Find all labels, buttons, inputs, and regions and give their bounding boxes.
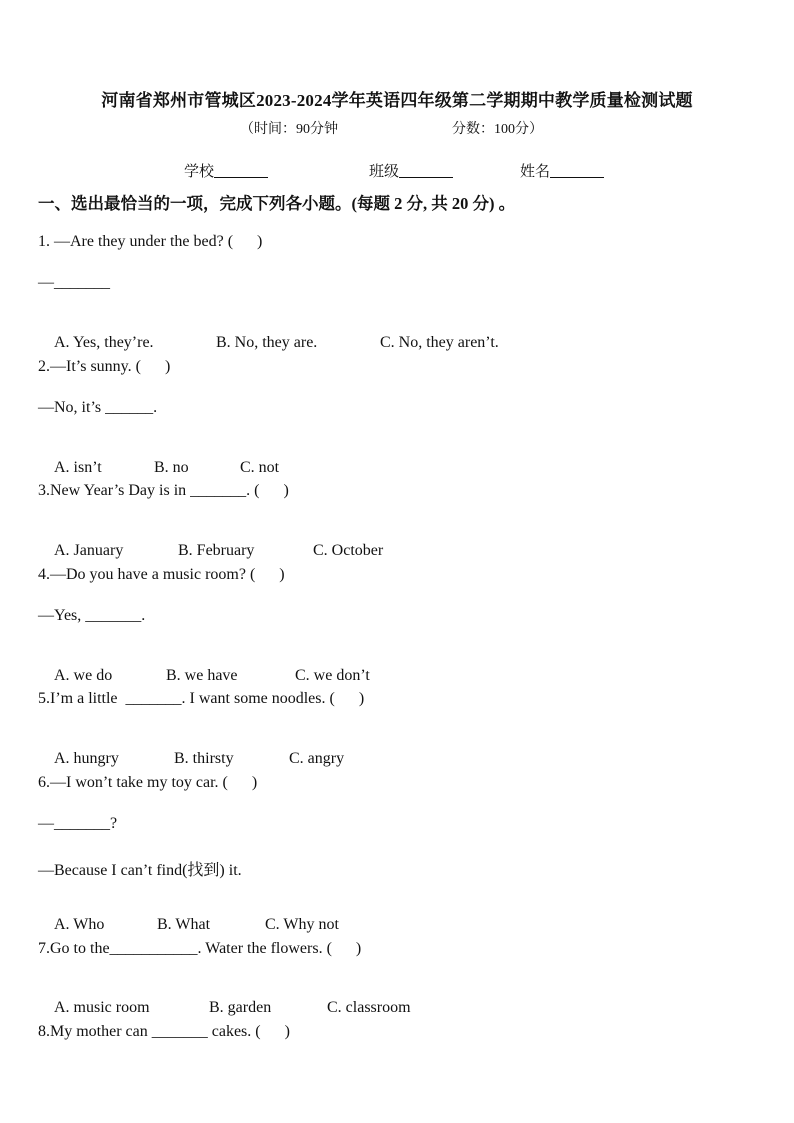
exam-score: 分数：100分） xyxy=(452,122,543,137)
question-5-option-a: A. hungry xyxy=(54,750,119,767)
school-label: 学校 xyxy=(184,164,215,180)
question-6-response-line: —Because I can’t find(找到) it. xyxy=(38,862,242,879)
question-6-option-b: B. What xyxy=(157,916,211,933)
class-label: 班级 xyxy=(369,164,400,180)
exam-time: （时间：90分钟 xyxy=(240,122,338,137)
school-field xyxy=(184,160,268,181)
page-title: 河南省郑州市管城区2023-2024学年英语四年级第二学期期中教学质量检测试题 xyxy=(101,91,693,110)
question-7-stem: 7.Go to the___________. Water the flowers. ( ) xyxy=(38,940,362,957)
question-3-option-a: A. January xyxy=(54,542,124,559)
question-4-option-b: B. we have xyxy=(166,667,238,684)
question-3-option-b: B. February xyxy=(178,542,255,559)
class-field xyxy=(369,160,453,181)
question-6-answer-line: —_______? xyxy=(38,815,118,832)
question-1-answer-line: —_______ xyxy=(38,274,110,291)
question-2-option-a: A. isn’t xyxy=(54,459,102,476)
question-1-option-c: C. No, they aren’t. xyxy=(380,334,499,351)
question-1-option-b: B. No, they are. xyxy=(216,334,318,351)
question-8-stem: 8.My mother can _______ cakes. ( ) xyxy=(38,1023,290,1040)
question-3-option-c: C. October xyxy=(313,542,384,559)
question-5-option-b: B. thirsty xyxy=(174,750,234,767)
question-6-stem: 6.—I won’t take my toy car. ( ) xyxy=(38,774,258,791)
question-6-option-c: C. Why not xyxy=(265,916,339,933)
question-4-answer-line: —Yes, _______. xyxy=(38,607,146,624)
question-4-option-c: C. we don’t xyxy=(295,667,370,684)
question-6-option-a: A. Who xyxy=(54,916,105,933)
question-5-option-c: C. angry xyxy=(289,750,345,767)
question-2-stem: 2.—It’s sunny. ( ) xyxy=(38,358,171,375)
name-field xyxy=(520,160,604,181)
question-3-stem: 3.New Year’s Day is in _______. ( ) xyxy=(38,482,289,499)
question-4-stem: 4.—Do you have a music room? ( ) xyxy=(38,566,285,583)
school-blank xyxy=(214,177,268,178)
question-4-option-a: A. we do xyxy=(54,667,113,684)
question-7-option-c: C. classroom xyxy=(327,999,411,1016)
name-label: 姓名 xyxy=(520,164,551,180)
question-7-option-b: B. garden xyxy=(209,999,272,1016)
question-2-option-c: C. not xyxy=(240,459,280,476)
question-5-stem: 5.I’m a little _______. I want some noodles. ( ) xyxy=(38,690,365,707)
section-title: 一、选出最恰当的一项，完成下列各小题。(每题 2 分, 共 20 分) 。 xyxy=(38,194,516,213)
class-blank xyxy=(399,177,453,178)
question-1-stem: 1. —Are they under the bed? ( ) xyxy=(38,233,263,250)
question-2-option-b: B. no xyxy=(154,459,189,476)
name-blank xyxy=(550,177,604,178)
question-1-option-a: A. Yes, they’re. xyxy=(54,334,154,351)
question-2-answer-line: —No, it’s ______. xyxy=(38,399,158,416)
question-7-option-a: A. music room xyxy=(54,999,150,1016)
